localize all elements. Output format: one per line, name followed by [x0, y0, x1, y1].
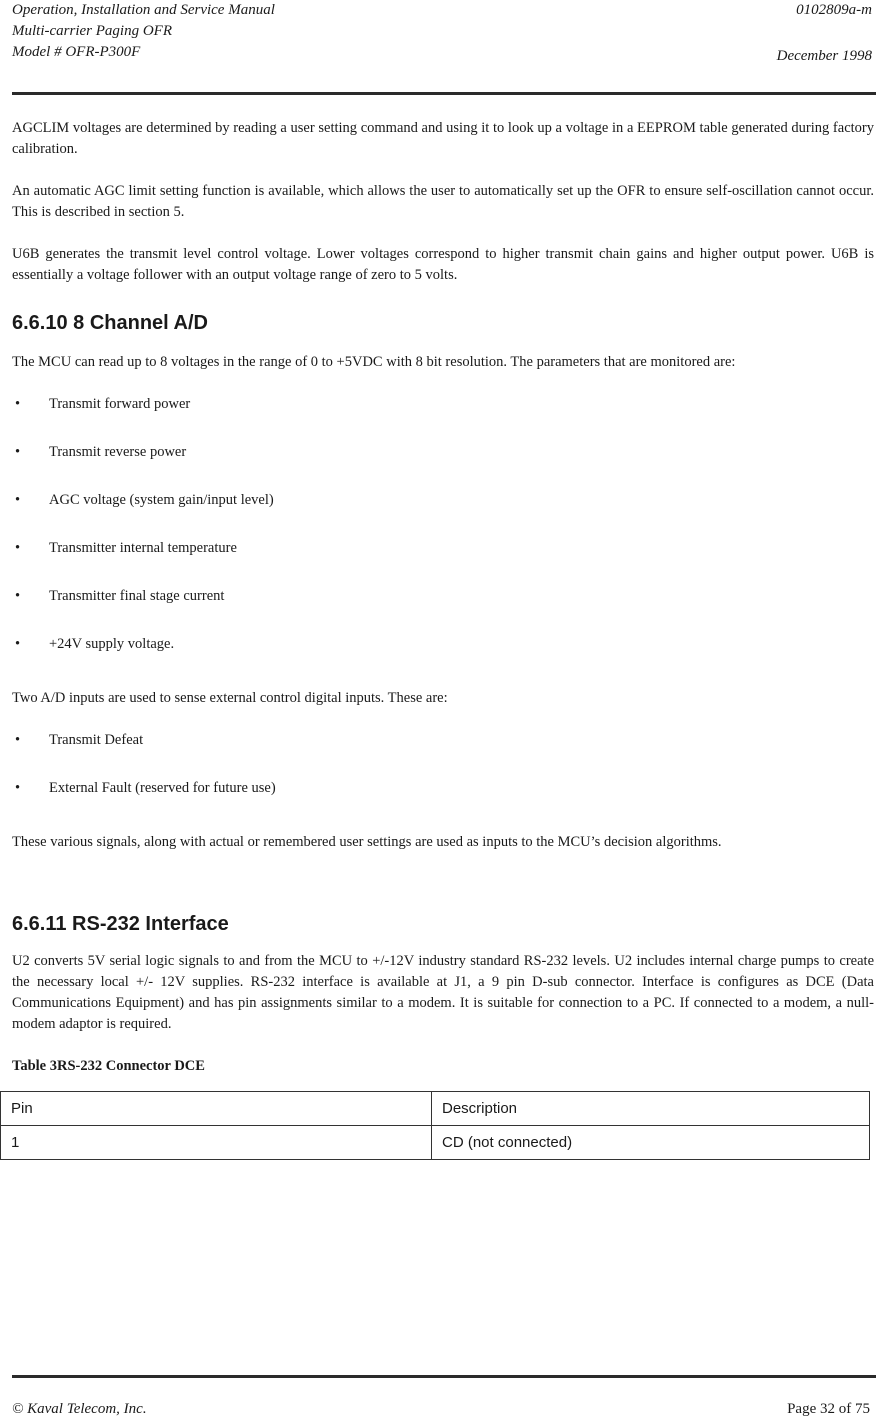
list-item: • Transmitter internal temperature: [12, 538, 874, 586]
table-row: [1, 1126, 870, 1160]
section-heading-ad: 6.6.10 8 Channel A/D: [12, 312, 208, 334]
bullet-icon: •: [15, 636, 21, 652]
bullet-icon: •: [15, 732, 21, 748]
paragraph-agc-limit: An automatic AGC limit setting function is available, which allows the user to automatically set up the OFR to ensure self-oscillation cannot occur. This is described in section 5.: [12, 183, 874, 220]
paragraph-decision: These various signals, along with actual or remembered user settings are used as inputs to the MCU’s decision algorithms.: [12, 834, 722, 850]
bullet-icon: •: [15, 780, 21, 796]
document-date: December 1998: [776, 48, 872, 64]
description-cell: CD (not connected): [432, 1126, 870, 1160]
digital-inputs-list: [12, 730, 874, 826]
list-item: • AGC voltage (system gain/input level): [12, 490, 874, 538]
list-item: • Transmit reverse power: [12, 442, 874, 490]
paragraph-ad-intro: The MCU can read up to 8 voltages in the range of 0 to +5VDC with 8 bit resolution. The parameters that are monitored are:: [12, 354, 736, 370]
list-item: • Transmit forward power: [12, 394, 874, 442]
header-left: [12, 0, 275, 63]
section-heading-rs232: 6.6.11 RS-232 Interface: [12, 913, 229, 935]
paragraph-u6b: U6B generates the transmit level control voltage. Lower voltages correspond to higher transmit chain gains and higher output power. U6B is essentially a voltage follower with an output voltage range of zero to 5 volts.: [12, 246, 874, 283]
paragraph-rs232: U2 converts 5V serial logic signals to and from the MCU to +/-12V industry standard RS-232 levels. U2 includes internal charge pumps to create the necessary local +/- 12V supplies. RS-232 interface is available at J1, a 9 pin D-sub connector. Interface is configures as DCE (Data Communications Equipment) and has pin assignments similar to a modem. It is suitable for connection to a PC. If connected to a modem, a null-modem adaptor is required.: [12, 953, 874, 1032]
bullet-icon: •: [15, 444, 21, 460]
column-header-pin: Pin: [1, 1092, 432, 1126]
footer-rule: [12, 1375, 876, 1378]
paragraph-digital-inputs: Two A/D inputs are used to sense external control digital inputs. These are:: [12, 690, 448, 706]
column-header-description: Description: [432, 1092, 870, 1126]
page-number: Page 32 of 75: [787, 1401, 870, 1417]
manual-title: Operation, Installation and Service Manual: [12, 2, 275, 18]
bullet-icon: •: [15, 396, 21, 412]
pin-cell: 1: [1, 1126, 432, 1160]
page-body: [12, 118, 874, 1160]
table-header-row: [1, 1092, 870, 1126]
paragraph-agclim: AGCLIM voltages are determined by reading a user setting command and using it to look up a voltage in a EEPROM table generated during factory calibration.: [12, 120, 874, 157]
header-rule: [12, 92, 876, 95]
bullet-icon: •: [15, 540, 21, 556]
list-item: • +24V supply voltage.: [12, 634, 874, 682]
document-number: 0102809a-m: [796, 2, 872, 18]
bullet-icon: •: [15, 588, 21, 604]
copyright-notice: © Kaval Telecom, Inc.: [12, 1401, 147, 1417]
rs232-connector-table: [0, 1091, 870, 1160]
table-caption: Table 3RS-232 Connector DCE: [12, 1058, 205, 1074]
page-header: [12, 0, 876, 70]
monitored-parameters-list: [12, 394, 874, 682]
product-line: Multi-carrier Paging OFR: [12, 23, 172, 39]
list-item: • External Fault (reserved for future use): [12, 778, 874, 826]
bullet-icon: •: [15, 492, 21, 508]
model-number: Model # OFR-P300F: [12, 44, 141, 60]
list-item: • Transmit Defeat: [12, 730, 874, 778]
list-item: • Transmitter final stage current: [12, 586, 874, 634]
